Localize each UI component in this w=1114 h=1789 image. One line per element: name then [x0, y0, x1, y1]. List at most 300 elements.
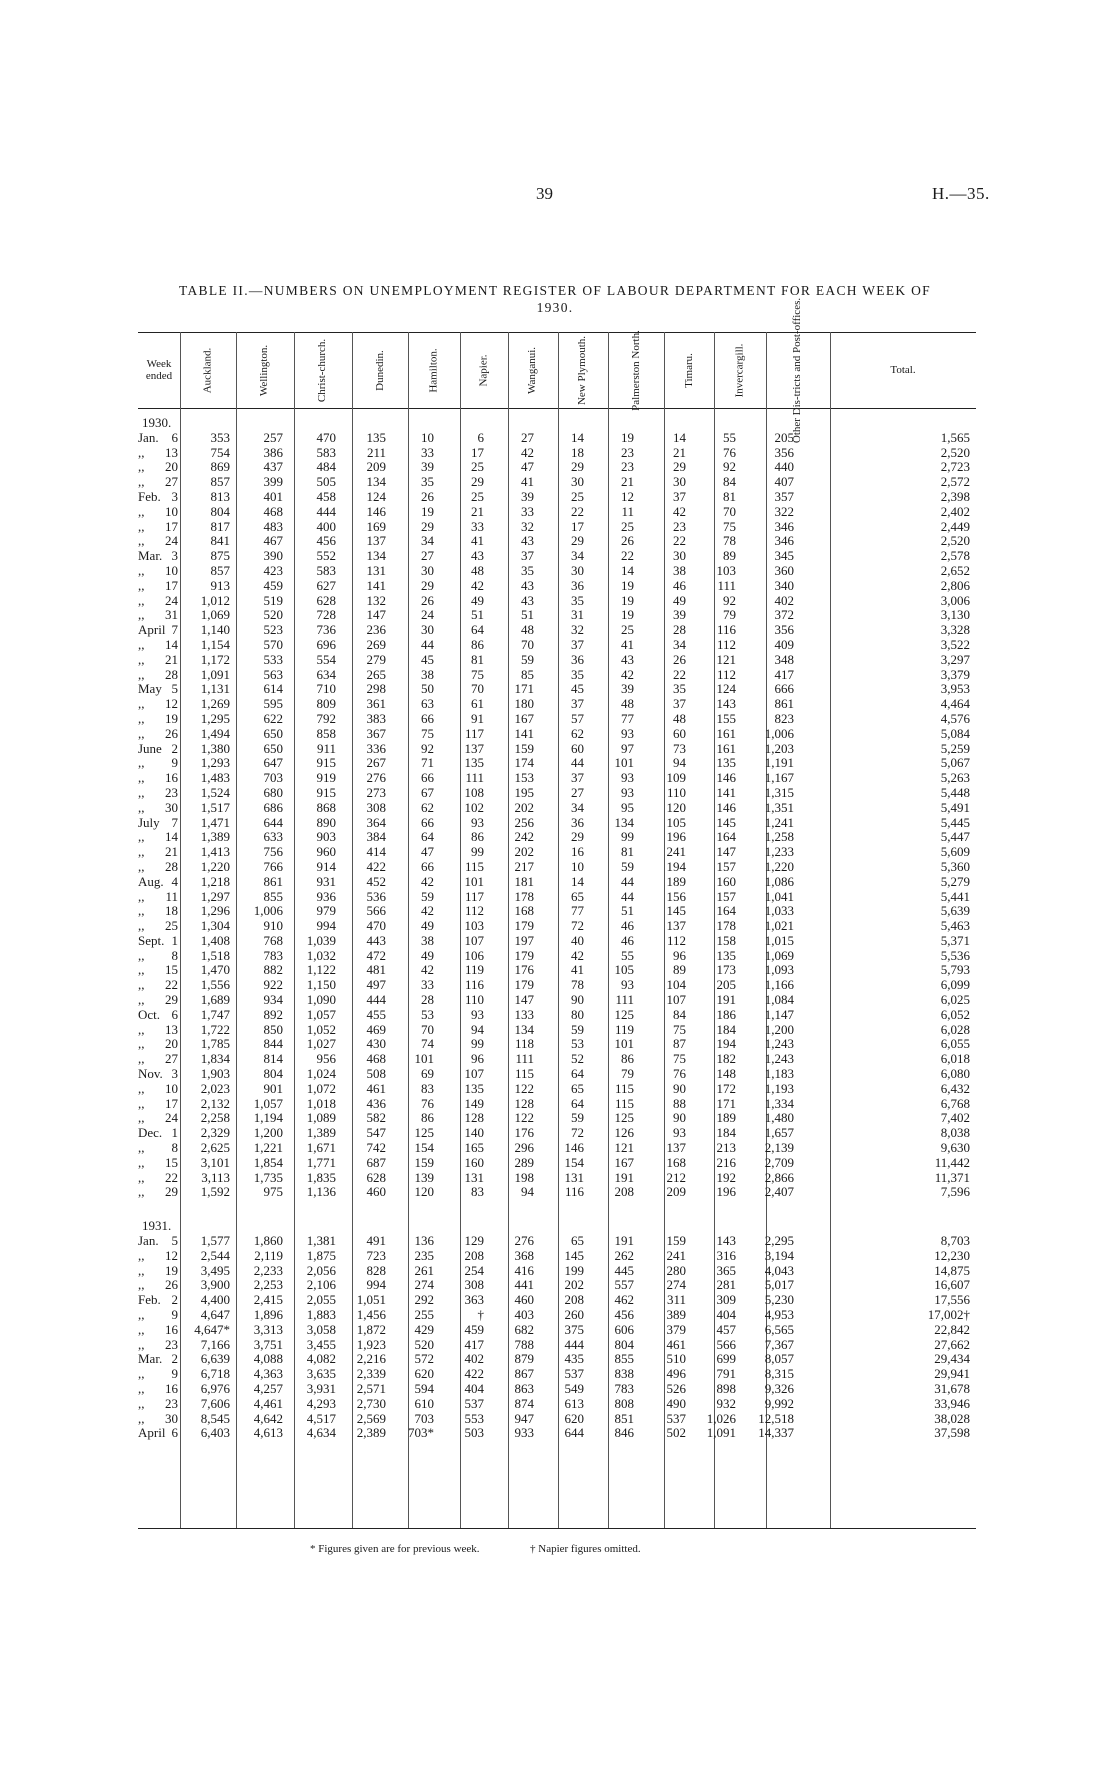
cell-invercargill: 164: [716, 903, 736, 919]
cell-dunedin: 828: [366, 1262, 386, 1278]
cell-christchurch: 710: [316, 681, 336, 697]
cell-palmerston-north: 93: [621, 770, 634, 786]
cell-invercargill: 457: [716, 1321, 736, 1337]
week-month: ,,: [138, 1262, 145, 1278]
cell-wellington: 892: [263, 1006, 283, 1022]
cell-palmerston-north: 39: [621, 681, 634, 697]
cell-christchurch: 1,771: [306, 1154, 336, 1170]
cell-palmerston-north: 12: [621, 488, 634, 504]
cell-other-districts: 409: [774, 636, 794, 652]
cell-auckland: 1,304: [200, 918, 230, 934]
cell-wanganui: 168: [514, 903, 534, 919]
cell-wanganui: 242: [514, 829, 534, 845]
week-day: 24: [165, 533, 178, 549]
week-day: 21: [165, 844, 178, 860]
week-day: 7: [171, 622, 178, 638]
week-day: 11: [165, 888, 178, 904]
cell-dunedin: 628: [366, 1169, 386, 1185]
cell-timaru: 34: [673, 636, 686, 652]
table-row: [138, 1412, 976, 1427]
cell-total: 5,536: [940, 947, 970, 963]
cell-auckland: 1,091: [200, 666, 230, 682]
week-day: 15: [165, 962, 178, 978]
cell-wellington: 768: [263, 932, 283, 948]
cell-total: 2,520: [940, 533, 970, 549]
cell-palmerston-north: 25: [621, 518, 634, 534]
cell-new-plymouth: 36: [571, 814, 584, 830]
week-day: 6: [171, 1425, 178, 1441]
cell-palmerston-north: 86: [621, 1051, 634, 1067]
cell-other-districts: 2,709: [764, 1154, 794, 1170]
cell-auckland: 1,494: [200, 725, 230, 741]
cell-wanganui: 174: [514, 755, 534, 771]
cell-timaru: 90: [673, 1080, 686, 1096]
cell-dunedin: 267: [366, 755, 386, 771]
cell-timaru: 145: [666, 903, 686, 919]
cell-total: 6,052: [940, 1006, 970, 1022]
cell-total: 5,639: [940, 903, 970, 919]
cell-napier: 117: [464, 888, 484, 904]
cell-palmerston-north: 125: [614, 1110, 634, 1126]
cell-auckland: 6,718: [200, 1366, 230, 1382]
cell-auckland: 1,524: [200, 784, 230, 800]
cell-hamilton: 26: [421, 592, 434, 608]
cell-new-plymouth: 30: [571, 562, 584, 578]
cell-palmerston-north: 19: [621, 429, 634, 445]
cell-timaru: 88: [673, 1095, 686, 1111]
table-row: [138, 1323, 976, 1338]
cell-palmerston-north: 19: [621, 607, 634, 623]
table-row: [138, 830, 976, 845]
cell-dunedin: 2,571: [356, 1381, 386, 1396]
column-header-hamilton: [408, 335, 460, 405]
cell-napier: 103: [464, 918, 484, 934]
table-row: [138, 1352, 976, 1367]
cell-invercargill: 196: [716, 1184, 736, 1200]
cell-auckland: 841: [210, 533, 230, 549]
cell-invercargill: 81: [723, 488, 736, 504]
cell-invercargill: 932: [716, 1395, 736, 1411]
cell-palmerston-north: 105: [614, 962, 634, 978]
week-day: 28: [165, 666, 178, 682]
table-row: [138, 727, 976, 742]
column-header-label: Napier.: [477, 353, 490, 387]
cell-hamilton: 703*: [408, 1425, 434, 1441]
week-day: 23: [165, 1395, 178, 1411]
cell-new-plymouth: 375: [564, 1321, 584, 1337]
week-day: 16: [165, 1381, 178, 1396]
cell-wanganui: 460: [514, 1292, 534, 1308]
cell-other-districts: 9,992: [764, 1395, 794, 1411]
cell-auckland: 1,154: [200, 636, 230, 652]
cell-timaru: 496: [666, 1366, 686, 1382]
table-row: [138, 697, 976, 712]
cell-other-districts: 1,086: [764, 873, 794, 889]
cell-other-districts: 357: [774, 488, 794, 504]
cell-wellington: 4,642: [253, 1410, 283, 1426]
cell-christchurch: 1,052: [306, 1021, 336, 1037]
cell-auckland: 1,218: [200, 873, 230, 889]
cell-napier: 459: [464, 1321, 484, 1337]
cell-new-plymouth: 131: [564, 1169, 584, 1185]
table-row: [138, 1234, 976, 1249]
week-day: 8: [171, 947, 178, 963]
cell-new-plymouth: 537: [564, 1366, 584, 1382]
cell-hamilton: 154: [414, 1140, 434, 1156]
week-day: 22: [165, 1169, 178, 1185]
cell-invercargill: 135: [716, 755, 736, 771]
cell-invercargill: 112: [716, 666, 736, 682]
cell-palmerston-north: 462: [614, 1292, 634, 1308]
cell-invercargill: 184: [716, 1021, 736, 1037]
cell-total: 37,598: [934, 1425, 970, 1441]
cell-invercargill: 1,026: [706, 1410, 736, 1426]
cell-total: 6,099: [940, 977, 970, 993]
cell-timaru: 76: [673, 1066, 686, 1082]
footnote-previous-week: * Figures given are for previous week.: [310, 1543, 480, 1555]
cell-new-plymouth: 37: [571, 636, 584, 652]
cell-napier: 128: [464, 1110, 484, 1126]
cell-palmerston-north: 14: [621, 562, 634, 578]
week-month: ,,: [138, 533, 145, 549]
table-row: [138, 1023, 976, 1038]
cell-timaru: 49: [673, 592, 686, 608]
table-row: [138, 1264, 976, 1279]
column-header-label: New Plymouth.: [576, 335, 589, 405]
cell-invercargill: 178: [716, 918, 736, 934]
cell-total: 5,067: [940, 755, 970, 771]
cell-new-plymouth: 45: [571, 681, 584, 697]
cell-napier: 93: [471, 814, 484, 830]
cell-christchurch: 3,058: [306, 1321, 336, 1337]
cell-hamilton: 63: [421, 696, 434, 712]
cell-timaru: 104: [666, 977, 686, 993]
cell-new-plymouth: 444: [564, 1336, 584, 1352]
cell-wellington: 4,363: [253, 1366, 283, 1382]
rows-1931: [138, 1234, 976, 1441]
cell-invercargill: 70: [723, 503, 736, 519]
cell-wellington: 1,057: [253, 1095, 283, 1111]
table-row: [138, 993, 976, 1008]
cell-auckland: 3,900: [200, 1277, 230, 1293]
cell-timaru: 42: [673, 503, 686, 519]
week-month: ,,: [138, 1184, 145, 1200]
week-day: 10: [165, 503, 178, 519]
week-month: ,,: [138, 577, 145, 593]
week-month: ,,: [138, 592, 145, 608]
cell-dunedin: 276: [366, 770, 386, 786]
cell-other-districts: 407: [774, 474, 794, 490]
cell-hamilton: 53: [421, 1006, 434, 1022]
cell-timaru: 209: [666, 1184, 686, 1200]
cell-hamilton: 42: [421, 962, 434, 978]
cell-christchurch: 979: [316, 903, 336, 919]
cell-christchurch: 4,634: [306, 1425, 336, 1441]
cell-christchurch: 1,089: [306, 1110, 336, 1126]
cell-timaru: 189: [666, 873, 686, 889]
cell-christchurch: 809: [316, 696, 336, 712]
cell-wellington: 1,735: [253, 1169, 283, 1185]
cell-total: 5,279: [940, 873, 970, 889]
week-day: 20: [165, 1036, 178, 1052]
cell-total: 5,441: [940, 888, 970, 904]
table-title-line-2: 1930.: [536, 300, 574, 315]
cell-napier: 86: [471, 636, 484, 652]
column-header-wellington: [236, 335, 294, 405]
cell-palmerston-north: 456: [614, 1307, 634, 1323]
cell-wellington: 483: [263, 518, 283, 534]
column-header-week-ended: [138, 335, 180, 405]
cell-wanganui: 180: [514, 696, 534, 712]
cell-other-districts: 1,334: [764, 1095, 794, 1111]
cell-invercargill: 84: [723, 474, 736, 490]
cell-wanganui: 141: [514, 725, 534, 741]
cell-wanganui: 441: [514, 1277, 534, 1293]
cell-other-districts: 1,243: [764, 1036, 794, 1052]
cell-auckland: 804: [210, 503, 230, 519]
column-header-new-plymouth: [558, 335, 608, 405]
week-month: ,,: [138, 607, 145, 623]
cell-new-plymouth: 17: [571, 518, 584, 534]
cell-napier: 21: [471, 503, 484, 519]
cell-christchurch: 1,032: [306, 947, 336, 963]
cell-new-plymouth: 620: [564, 1410, 584, 1426]
cell-christchurch: 915: [316, 755, 336, 771]
cell-auckland: 813: [210, 488, 230, 504]
cell-dunedin: 723: [366, 1247, 386, 1263]
cell-timaru: 96: [673, 947, 686, 963]
cell-napier: 29: [471, 474, 484, 490]
cell-other-districts: 348: [774, 651, 794, 667]
week-month: June: [138, 740, 162, 756]
cell-wanganui: 32: [521, 518, 534, 534]
week-day: 21: [165, 651, 178, 667]
table-row: [138, 1278, 976, 1293]
cell-invercargill: 189: [716, 1110, 736, 1126]
cell-christchurch: 1,671: [306, 1140, 336, 1156]
cell-timaru: 39: [673, 607, 686, 623]
week-month: ,,: [138, 666, 145, 682]
table-row: [138, 801, 976, 816]
table-row: [138, 431, 976, 446]
cell-palmerston-north: 51: [621, 903, 634, 919]
cell-timaru: 90: [673, 1110, 686, 1126]
cell-hamilton: 33: [421, 444, 434, 460]
week-day: 13: [165, 444, 178, 460]
cell-other-districts: 2,295: [764, 1233, 794, 1249]
table-row: [138, 890, 976, 905]
table-row: [138, 1185, 976, 1200]
cell-dunedin: 169: [366, 518, 386, 534]
cell-wellington: 563: [263, 666, 283, 682]
cell-napier: 25: [471, 459, 484, 475]
cell-timaru: 84: [673, 1006, 686, 1022]
cell-new-plymouth: 64: [571, 1066, 584, 1082]
cell-dunedin: 211: [366, 444, 386, 460]
cell-auckland: 3,113: [201, 1169, 230, 1185]
cell-new-plymouth: 60: [571, 740, 584, 756]
cell-total: 7,402: [940, 1110, 970, 1126]
cell-timaru: 105: [666, 814, 686, 830]
cell-timaru: 26: [673, 651, 686, 667]
cell-napier: 137: [464, 740, 484, 756]
cell-christchurch: 627: [316, 577, 336, 593]
cell-palmerston-north: 44: [621, 873, 634, 889]
cell-timaru: 274: [666, 1277, 686, 1293]
week-day: 2: [171, 1351, 178, 1367]
week-month: ,,: [138, 636, 145, 652]
week-month: ,,: [138, 710, 145, 726]
cell-wanganui: 276: [514, 1233, 534, 1249]
cell-invercargill: 172: [716, 1080, 736, 1096]
cell-invercargill: 186: [716, 1006, 736, 1022]
cell-new-plymouth: 22: [571, 503, 584, 519]
cell-palmerston-north: 55: [621, 947, 634, 963]
cell-palmerston-north: 44: [621, 888, 634, 904]
cell-christchurch: 1,018: [306, 1095, 336, 1111]
cell-new-plymouth: 41: [571, 962, 584, 978]
cell-hamilton: 24: [421, 607, 434, 623]
cell-auckland: 1,592: [200, 1184, 230, 1200]
cell-wellington: 861: [263, 873, 283, 889]
cell-auckland: 817: [210, 518, 230, 534]
cell-new-plymouth: 64: [571, 1095, 584, 1111]
cell-napier: 33: [471, 518, 484, 534]
cell-auckland: 1,069: [200, 607, 230, 623]
cell-auckland: 2,258: [200, 1110, 230, 1126]
cell-dunedin: 508: [366, 1066, 386, 1082]
week-month: ,,: [138, 1247, 145, 1263]
cell-wellington: 2,253: [253, 1277, 283, 1293]
cell-napier: 99: [471, 844, 484, 860]
week-day: 30: [165, 1410, 178, 1426]
cell-new-plymouth: 62: [571, 725, 584, 741]
week-month: ,,: [138, 1169, 145, 1185]
week-month: Sept.: [138, 932, 165, 948]
cell-dunedin: 367: [366, 725, 386, 741]
table-row: [138, 490, 976, 505]
week-month: ,,: [138, 1307, 145, 1323]
cell-other-districts: 5,230: [764, 1292, 794, 1308]
cell-new-plymouth: 78: [571, 977, 584, 993]
cell-total: 5,793: [940, 962, 970, 978]
cell-napier: 537: [464, 1395, 484, 1411]
cell-wellington: 814: [263, 1051, 283, 1067]
week-month: ,,: [138, 918, 145, 934]
cell-christchurch: 458: [316, 488, 336, 504]
cell-wellington: 934: [263, 992, 283, 1008]
cell-christchurch: 4,293: [306, 1395, 336, 1411]
cell-total: 38,028: [934, 1410, 970, 1426]
cell-dunedin: 273: [366, 784, 386, 800]
table-row: [138, 845, 976, 860]
cell-invercargill: 791: [716, 1366, 736, 1382]
cell-timaru: 37: [673, 488, 686, 504]
cell-total: 12,230: [934, 1247, 970, 1263]
cell-hamilton: 49: [421, 947, 434, 963]
cell-invercargill: 404: [716, 1307, 736, 1323]
cell-napier: 404: [464, 1381, 484, 1396]
cell-wanganui: 403: [514, 1307, 534, 1323]
cell-napier: 140: [464, 1125, 484, 1141]
cell-wellington: 614: [263, 681, 283, 697]
cell-napier: 17: [471, 444, 484, 460]
cell-total: 5,445: [940, 814, 970, 830]
cell-palmerston-north: 95: [621, 799, 634, 815]
week-day: 3: [171, 548, 178, 564]
cell-new-plymouth: 14: [571, 429, 584, 445]
cell-auckland: 1,483: [200, 770, 230, 786]
table-row: [138, 786, 976, 801]
cell-wellington: 1,006: [253, 903, 283, 919]
cell-dunedin: 444: [366, 992, 386, 1008]
cell-wellington: 570: [263, 636, 283, 652]
week-day: 22: [165, 977, 178, 993]
cell-wellington: 804: [263, 1066, 283, 1082]
cell-wanganui: 51: [521, 607, 534, 623]
week-month: ,,: [138, 696, 145, 712]
cell-wanganui: 47: [521, 459, 534, 475]
cell-new-plymouth: 72: [571, 918, 584, 934]
cell-napier: 101: [464, 873, 484, 889]
week-month: Mar.: [138, 1351, 163, 1367]
cell-christchurch: 903: [316, 829, 336, 845]
cell-total: 9,630: [940, 1140, 970, 1156]
cell-wellington: 437: [263, 459, 283, 475]
cell-napier: 417: [464, 1336, 484, 1352]
cell-dunedin: 134: [366, 548, 386, 564]
cell-other-districts: 440: [774, 459, 794, 475]
cell-invercargill: 192: [716, 1169, 736, 1185]
table-row: [138, 475, 976, 490]
cell-total: 29,941: [934, 1366, 970, 1382]
cell-hamilton: 610: [414, 1395, 434, 1411]
cell-napier: 553: [464, 1410, 484, 1426]
cell-christchurch: 456: [316, 533, 336, 549]
cell-wellington: 686: [263, 799, 283, 815]
cell-auckland: 754: [210, 444, 230, 460]
cell-palmerston-north: 606: [614, 1321, 634, 1337]
cell-new-plymouth: 44: [571, 755, 584, 771]
cell-hamilton: 38: [421, 666, 434, 682]
cell-other-districts: 823: [774, 710, 794, 726]
week-month: ,,: [138, 947, 145, 963]
week-month: ,,: [138, 1381, 145, 1396]
cell-palmerston-north: 808: [614, 1395, 634, 1411]
cell-wanganui: 39: [521, 488, 534, 504]
cell-auckland: 1,577: [200, 1233, 230, 1249]
document-reference: H.—35.: [932, 184, 990, 203]
cell-dunedin: 1,051: [356, 1292, 386, 1308]
week-month: ,,: [138, 562, 145, 578]
cell-palmerston-north: 19: [621, 592, 634, 608]
cell-palmerston-north: 121: [614, 1140, 634, 1156]
cell-napier: 91: [471, 710, 484, 726]
table-row: [138, 963, 976, 978]
cell-new-plymouth: 80: [571, 1006, 584, 1022]
cell-dunedin: 383: [366, 710, 386, 726]
cell-new-plymouth: 36: [571, 577, 584, 593]
cell-napier: 70: [471, 681, 484, 697]
cell-invercargill: 182: [716, 1051, 736, 1067]
cell-timaru: 137: [666, 918, 686, 934]
cell-invercargill: 146: [716, 799, 736, 815]
week-day: 25: [165, 918, 178, 934]
cell-hamilton: 59: [421, 888, 434, 904]
cell-auckland: 2,329: [200, 1125, 230, 1141]
cell-dunedin: 481: [366, 962, 386, 978]
cell-invercargill: 147: [716, 844, 736, 860]
